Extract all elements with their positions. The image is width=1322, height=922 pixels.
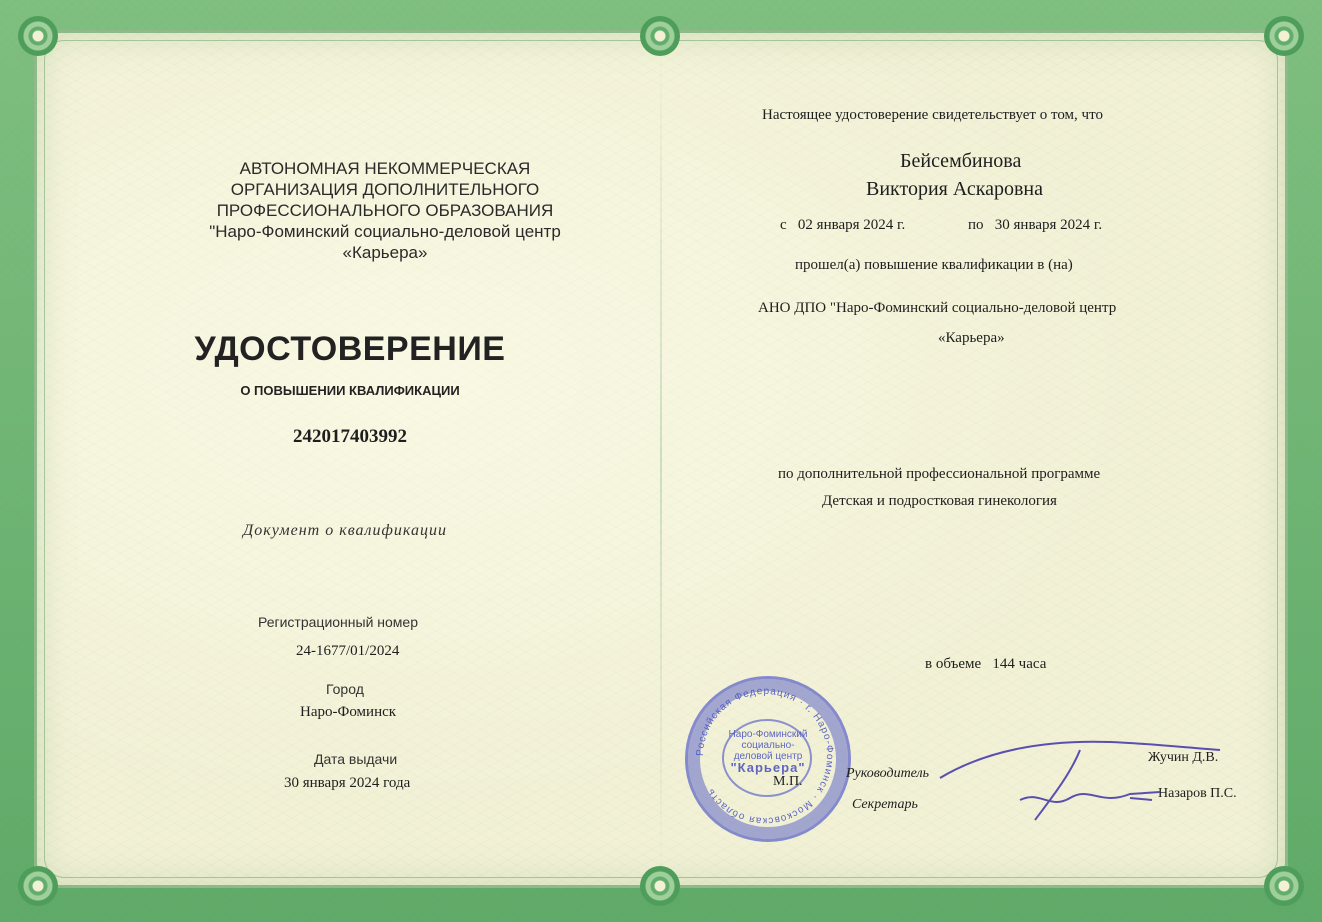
seal-line: деловой центр bbox=[733, 751, 803, 762]
seal-line: Наро-Фоминский bbox=[728, 729, 808, 740]
head-name: Жучин Д.В. bbox=[1148, 750, 1219, 765]
document-title: УДОСТОВЕРЕНИЕ bbox=[194, 330, 506, 368]
passed-text: прошел(а) повышение квалификации в (на) bbox=[795, 257, 1073, 273]
corner-rosette-icon bbox=[1264, 16, 1304, 56]
issue-date-value: 30 января 2024 года bbox=[284, 775, 411, 791]
period-from bbox=[780, 217, 905, 234]
seal-ring-text: Российская Федерация · г. Наро-Фоминск · Московская область bbox=[694, 685, 836, 827]
institution-line-2: «Карьера» bbox=[938, 330, 1005, 346]
bottom-rosette-icon bbox=[640, 866, 680, 906]
holder-given-names: Виктория Аскаровна bbox=[866, 178, 1044, 200]
organization-line: АВТОНОМНАЯ НЕКОММЕРЧЕСКАЯ bbox=[239, 159, 531, 178]
secretary-role: Секретарь bbox=[852, 797, 918, 812]
registration-number: 24-1677/01/2024 bbox=[296, 643, 400, 659]
volume-label: в объеме bbox=[925, 656, 982, 672]
to-date: 30 января 2024 г. bbox=[994, 217, 1103, 233]
document-subtitle: О ПОВЫШЕНИИ КВАЛИФИКАЦИИ bbox=[240, 383, 460, 398]
holder-surname: Бейсембинова bbox=[900, 150, 1022, 172]
registration-label: Регистрационный номер bbox=[258, 614, 418, 630]
program-name: Детская и подростковая гинекология bbox=[822, 493, 1057, 509]
from-prefix: с bbox=[780, 217, 787, 233]
organization-line: ПРОФЕССИОНАЛЬНОГО ОБРАЗОВАНИЯ bbox=[216, 201, 554, 220]
city-label: Город bbox=[326, 681, 364, 697]
volume-value: 144 часа bbox=[992, 656, 1047, 672]
document-number: 242017403992 bbox=[293, 426, 407, 447]
organization-line: ОРГАНИЗАЦИЯ ДОПОЛНИТЕЛЬНОГО bbox=[230, 180, 540, 199]
page-fold bbox=[660, 30, 662, 888]
program-intro: по дополнительной профессиональной программе bbox=[778, 466, 1101, 482]
institution-line-1: АНО ДПО "Наро-Фоминский социально-деловой центр bbox=[758, 300, 1117, 316]
volume bbox=[925, 656, 1046, 673]
organization-line: "Наро-Фоминский социально-деловой центр bbox=[209, 222, 561, 241]
organization-name bbox=[190, 158, 580, 263]
intro-text: Настоящее удостоверение свидетельствует о том, что bbox=[762, 107, 1103, 123]
to-prefix: по bbox=[968, 217, 984, 233]
handwritten-signatures-icon bbox=[900, 720, 1230, 830]
seal-name: "Карьера" bbox=[730, 760, 806, 775]
head-role: Руководитель bbox=[846, 766, 930, 781]
organization-line: «Карьера» bbox=[342, 243, 428, 262]
city-value: Наро-Фоминск bbox=[300, 704, 397, 720]
from-date: 02 января 2024 г. bbox=[797, 217, 906, 233]
document-type: Документ о квалификации bbox=[243, 522, 447, 539]
seal-label: М.П. bbox=[773, 774, 803, 789]
period-to bbox=[968, 217, 1102, 234]
top-rosette-icon bbox=[640, 16, 680, 56]
corner-rosette-icon bbox=[18, 16, 58, 56]
issue-date-label: Дата выдачи bbox=[314, 751, 398, 767]
seal-center-text bbox=[718, 729, 818, 773]
secretary-name: Назаров П.С. bbox=[1158, 786, 1237, 801]
corner-rosette-icon bbox=[1264, 866, 1304, 906]
seal-line: социально- bbox=[741, 740, 795, 751]
corner-rosette-icon bbox=[18, 866, 58, 906]
official-seal bbox=[685, 676, 851, 842]
